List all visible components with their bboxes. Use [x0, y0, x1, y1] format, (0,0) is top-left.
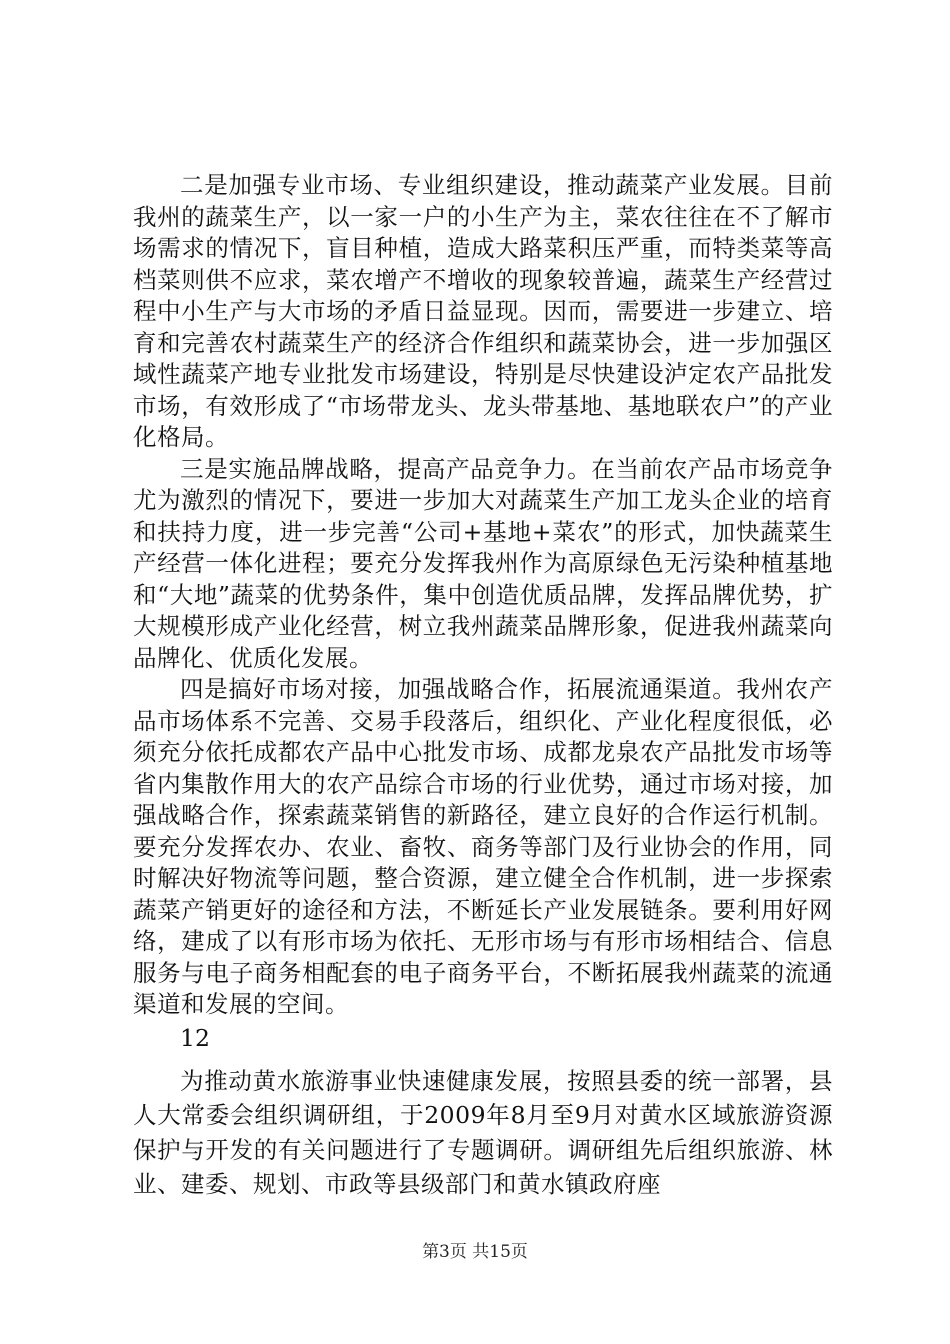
section-number: 12 [180, 1023, 210, 1052]
paragraph-tourism-intro: 为推动黄水旅游事业快速健康发展，按照县委的统一部署，县人大常委会组织调研组，于2009年8月至9月对黄水区域旅游资源保护与开发的有关问题进行了专题调研。调研组先后组织旅游、林业、建委、规划、市政等县级部门和黄水镇政府座 [133, 1066, 833, 1198]
page-footer: 第3页 共15页 [422, 1242, 528, 1262]
paragraph-brand-strategy: 三是实施品牌战略，提高产品竞争力。在当前农产品市场竞争尤为激烈的情况下，要进一步加大对蔬菜生产加工龙头企业的培育和扶持力度，进一步完善“公司+基地+菜农”的形式，加快蔬菜生产经营一体化进程；要充分发挥我州作为高原绿色无污染种植基地和“大地”蔬菜的优势条件，集中创造优质品牌，发挥品牌优势，扩大规模形成产业化经营，树立我州蔬菜品牌形象，促进我州蔬菜向品牌化、优质化发展。 [133, 454, 833, 672]
paragraph-market-docking: 四是搞好市场对接，加强战略合作，拓展流通渠道。我州农产品市场体系不完善、交易手段落后，组织化、产业化程度很低，必须充分依托成都农产品中心批发市场、成都龙泉农产品批发市场等省内集散作用大的农产品综合市场的行业优势，通过市场对接，加强战略合作，探索蔬菜销售的新路径，建立良好的合作运行机制。要充分发挥农办、农业、畜牧、商务等部门及行业协会的作用，同时解决好物流等问题，整合资源，建立健全合作机制，进一步探索蔬菜产销更好的途径和方法，不断延长产业发展链条。要利用好网络，建成了以有形市场为依托、无形市场与有形市场相结合、信息服务与电子商务相配套的电子商务平台，不断拓展我州蔬菜的流通渠道和发展的空间。 [133, 675, 833, 1018]
paragraph-vegetable-market: 二是加强专业市场、专业组织建设，推动蔬菜产业发展。目前我州的蔬菜生产，以一家一户的小生产为主，菜农往往在不了解市场需求的情况下，盲目种植，造成大路菜积压严重，而特类菜等高档菜则供不应求，菜农增产不增收的现象较普遍，蔬菜生产经营过程中小生产与大市场的矛盾日益显现。因而，需要进一步建立、培育和完善农村蔬菜生产的经济合作组织和蔬菜协会，进一步加强区域性蔬菜产地专业批发市场建设，特别是尽快建设泸定农产品批发市场，有效形成了“市场带龙头、龙头带基地、基地联农户”的产业化格局。 [133, 171, 833, 451]
document-body [133, 170, 833, 1202]
